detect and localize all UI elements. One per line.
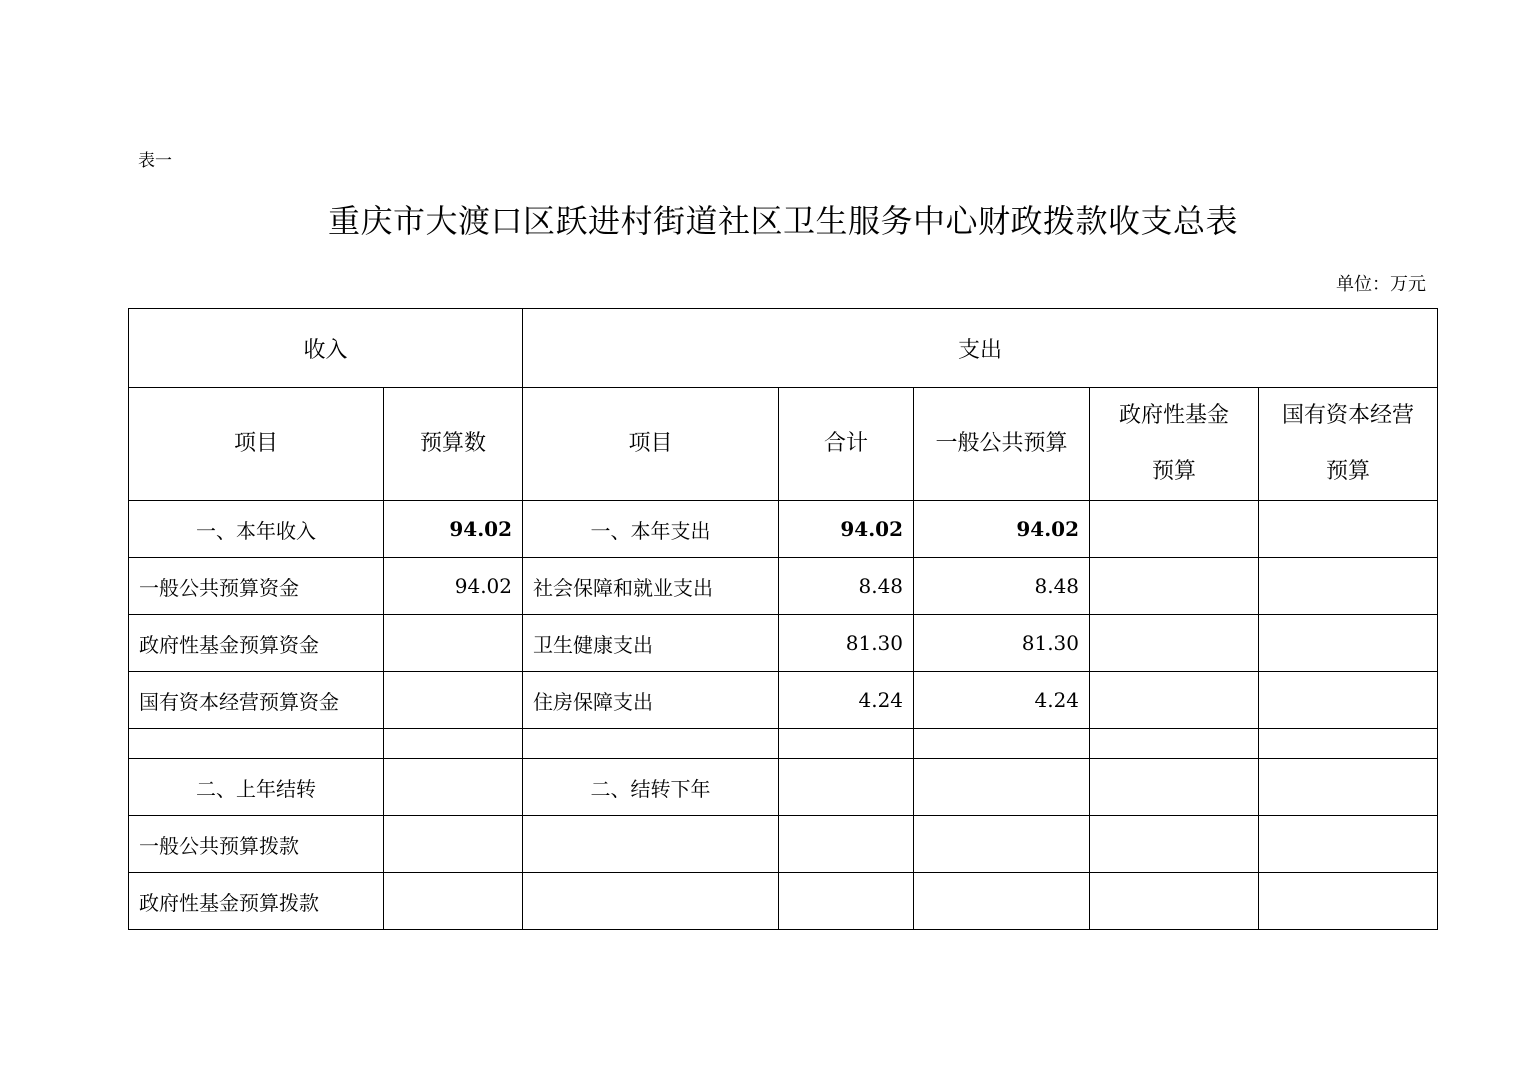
exp-fund-cell <box>1090 816 1259 873</box>
income-item-cell: 一般公共预算资金 <box>129 558 384 615</box>
income-item-cell: 一、本年收入 <box>129 501 384 558</box>
header-exp-fund <box>1090 388 1259 501</box>
exp-general-cell <box>914 729 1090 759</box>
exp-general-cell <box>914 873 1090 930</box>
header-exp-state-line2: 预算 <box>1326 459 1371 484</box>
income-budget-cell <box>384 672 523 729</box>
income-budget-cell <box>384 615 523 672</box>
exp-state-cell <box>1259 873 1438 930</box>
table-row <box>129 501 1438 558</box>
table-row <box>129 873 1438 930</box>
exp-state-cell <box>1259 672 1438 729</box>
income-budget-cell <box>384 759 523 816</box>
exp-general-cell: 8.48 <box>914 558 1090 615</box>
exp-general-cell: 94.02 <box>914 501 1090 558</box>
header-exp-fund-line2: 预算 <box>1152 459 1197 484</box>
exp-fund-cell <box>1090 501 1259 558</box>
header-income: 收入 <box>129 309 523 388</box>
exp-total-cell <box>779 729 914 759</box>
header-exp-state-line1: 国有资本经营 <box>1282 403 1415 428</box>
exp-fund-cell <box>1090 729 1259 759</box>
exp-general-cell <box>914 759 1090 816</box>
exp-fund-cell <box>1090 558 1259 615</box>
income-item-cell: 国有资本经营预算资金 <box>129 672 384 729</box>
exp-total-cell <box>779 759 914 816</box>
table-row <box>129 672 1438 729</box>
header-row-sub <box>129 388 1438 501</box>
header-row-top <box>129 309 1438 388</box>
exp-fund-cell <box>1090 759 1259 816</box>
exp-general-cell: 81.30 <box>914 615 1090 672</box>
exp-item-cell: 二、结转下年 <box>523 759 779 816</box>
table-row-spacer <box>129 729 1438 759</box>
exp-total-cell: 81.30 <box>779 615 914 672</box>
header-expenditure: 支出 <box>523 309 1438 388</box>
table-row <box>129 615 1438 672</box>
unit-label: 单位：万元 <box>1336 274 1426 295</box>
income-budget-cell <box>384 729 523 759</box>
income-item-cell: 政府性基金预算资金 <box>129 615 384 672</box>
exp-state-cell <box>1259 759 1438 816</box>
exp-state-cell <box>1259 558 1438 615</box>
income-item-cell: 二、上年结转 <box>129 759 384 816</box>
header-income-item: 项目 <box>129 388 384 501</box>
exp-fund-cell <box>1090 873 1259 930</box>
exp-total-cell <box>779 873 914 930</box>
exp-item-cell: 社会保障和就业支出 <box>523 558 779 615</box>
document-title: 重庆市大渡口区跃进村街道社区卫生服务中心财政拨款收支总表 <box>327 202 1238 240</box>
table-row <box>129 816 1438 873</box>
income-item-cell: 一般公共预算拨款 <box>129 816 384 873</box>
exp-state-cell <box>1259 816 1438 873</box>
income-budget-cell <box>384 816 523 873</box>
header-exp-general: 一般公共预算 <box>914 388 1090 501</box>
exp-state-cell <box>1259 729 1438 759</box>
exp-fund-cell <box>1090 672 1259 729</box>
income-budget-cell: 94.02 <box>384 501 523 558</box>
header-exp-item: 项目 <box>523 388 779 501</box>
income-budget-cell <box>384 873 523 930</box>
income-item-cell <box>129 729 384 759</box>
income-budget-cell: 94.02 <box>384 558 523 615</box>
exp-total-cell: 94.02 <box>779 501 914 558</box>
exp-total-cell: 8.48 <box>779 558 914 615</box>
exp-item-cell <box>523 873 779 930</box>
exp-item-cell <box>523 729 779 759</box>
exp-fund-cell <box>1090 615 1259 672</box>
header-exp-fund-line1: 政府性基金 <box>1119 403 1230 428</box>
header-exp-state <box>1259 388 1438 501</box>
income-item-cell: 政府性基金预算拨款 <box>129 873 384 930</box>
header-income-budget: 预算数 <box>384 388 523 501</box>
exp-general-cell: 4.24 <box>914 672 1090 729</box>
budget-table <box>128 308 1438 930</box>
exp-item-cell: 住房保障支出 <box>523 672 779 729</box>
exp-item-cell: 卫生健康支出 <box>523 615 779 672</box>
table-row <box>129 759 1438 816</box>
exp-general-cell <box>914 816 1090 873</box>
exp-state-cell <box>1259 615 1438 672</box>
exp-total-cell: 4.24 <box>779 672 914 729</box>
exp-item-cell <box>523 816 779 873</box>
exp-item-cell: 一、本年支出 <box>523 501 779 558</box>
table-label: 表一 <box>138 151 172 171</box>
table-row <box>129 558 1438 615</box>
header-exp-total: 合计 <box>779 388 914 501</box>
exp-state-cell <box>1259 501 1438 558</box>
exp-total-cell <box>779 816 914 873</box>
